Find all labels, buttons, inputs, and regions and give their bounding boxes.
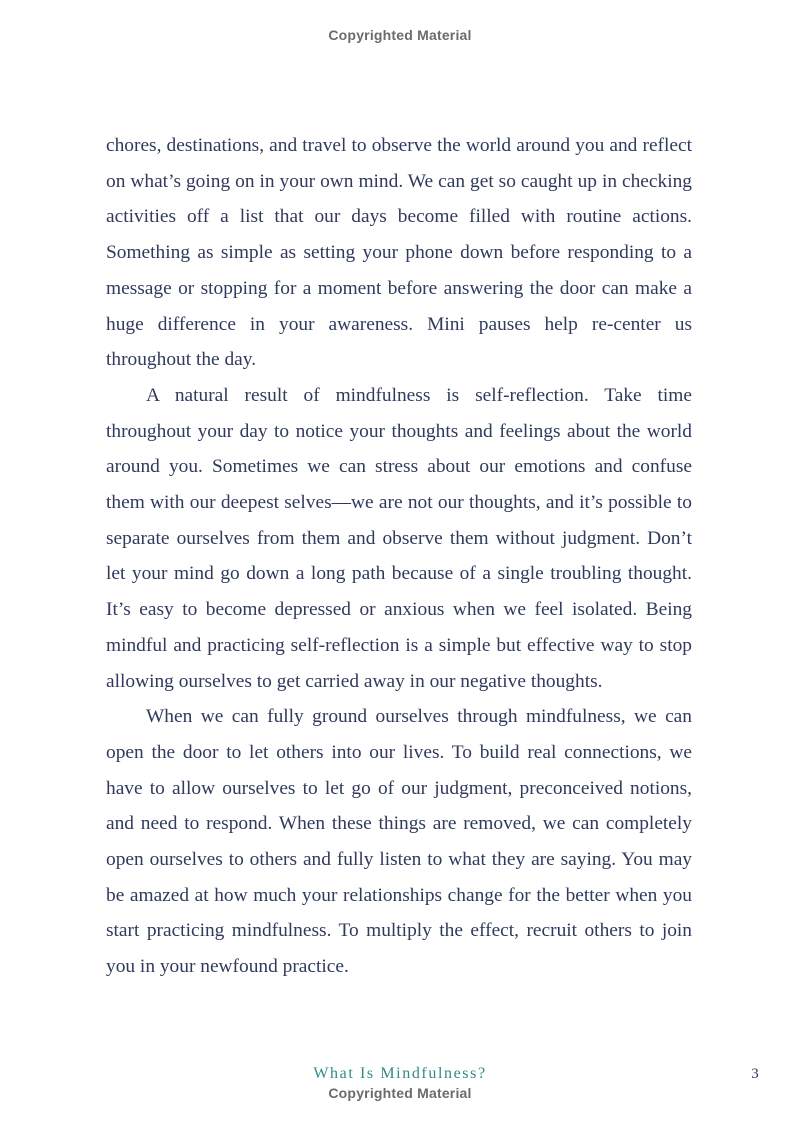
paragraph-1: chores, destinations, and travel to observe the world around you and reflect on what’s going on in your own mind. We can get so caught up in checking activities off a list that our days become filled with routine actions. Something as simple as setting your phone down before responding to a message or stopping for a moment before answering the door can make a huge difference in your awareness. Mini pauses help re-center us throughout the day. (106, 135, 692, 371)
page-number: 3 (751, 1066, 759, 1082)
body-text (106, 128, 692, 985)
running-footer-title: What Is Mindfulness? (313, 1065, 487, 1082)
copyright-watermark-bottom: Copyrighted Material (328, 1085, 472, 1101)
copyright-watermark-top: Copyrighted Material (328, 27, 472, 43)
paragraph-2: A natural result of mindfulness is self-reflection. Take time throughout your day to notice your thoughts and feelings about the world around you. Sometimes we can stress about our emotions and confuse them with our deepest selves—we are not our thoughts, and it’s possible to separate ourselves from them and observe them without judgment. Don’t let your mind go down a long path because of a single troubling thought. It’s easy to become depressed or anxious when we feel isolated. Being mindful and practicing self-reflection is a simple but effective way to stop allowing ourselves to get carried away in our negative thoughts. (106, 384, 692, 692)
paragraph-3: When we can fully ground ourselves through mindfulness, we can open the door to let others into our lives. To build real connections, we have to allow ourselves to let go of our judgment, preconceived notions, and need to respond. When these things are removed, we can completely open ourselves to others and fully listen to what they are saying. You may be amazed at how much your relationships change for the better when you start practicing mindfulness. To multiply the effect, recruit others to join you in your newfound practice. (106, 706, 692, 978)
